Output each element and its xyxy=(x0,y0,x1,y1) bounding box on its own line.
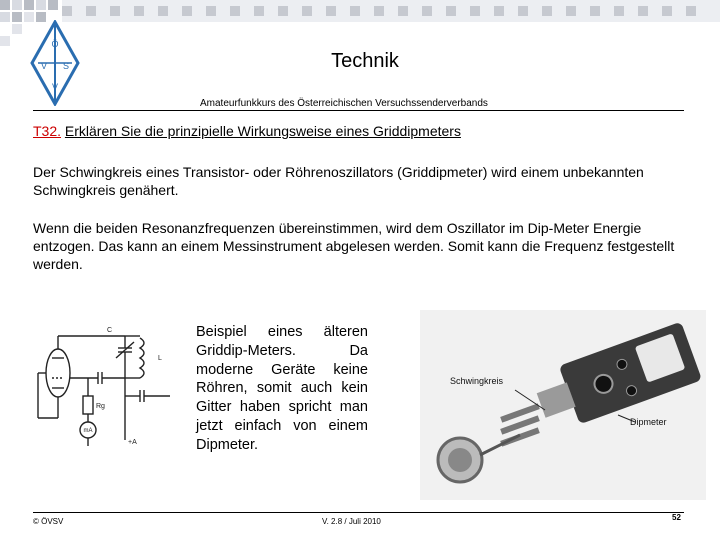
page-number: 52 xyxy=(672,513,681,522)
circuit-label-c: C xyxy=(107,327,113,334)
header-divider xyxy=(33,110,684,111)
footer-copyright: © ÖVSV xyxy=(33,517,64,526)
page-title: Technik xyxy=(331,50,399,72)
svg-text:V: V xyxy=(51,82,59,92)
svg-text:S: S xyxy=(62,61,70,71)
top-bar xyxy=(62,0,720,22)
circuit-label-l: L xyxy=(158,355,162,362)
footer-version: V. 2.8 / Juli 2010 xyxy=(322,517,381,526)
figure-caption: Beispiel eines älteren Griddip-Meters. Da moderne Geräte keine Röhren, somit auch kein Gitter haben spricht man jetzt einfach von einem Dipmeter. xyxy=(196,324,368,453)
page-subtitle: Amateurfunkkurs des Österreichischen Versuchssenderverbands xyxy=(200,98,488,109)
photo-label-dipmeter: Dipmeter xyxy=(630,417,667,427)
circuit-label-meter: mA xyxy=(83,428,93,434)
svg-text:V: V xyxy=(40,61,48,71)
paragraph-1: Der Schwingkreis eines Transistor- oder Röhrenoszillators (Griddipmeter) wird einem unbekannten Schwingkreis genähert. xyxy=(33,164,644,198)
question-text: Erklären Sie die prinzipielle Wirkungsweise eines Griddipmeters xyxy=(64,123,461,139)
dipmeter-photo xyxy=(420,310,706,500)
paragraph-2: Wenn die beiden Resonanzfrequenzen übereinstimmen, wird dem Oszillator im Dip-Meter Energie entzogen. Das kann an einem Messinstrument abgelesen werden. Somit kann die Frequenz festgestellt werden. xyxy=(33,220,675,272)
photo-label-schwingkreis: Schwingkreis xyxy=(450,376,504,386)
svg-text:Ö: Ö xyxy=(51,39,59,49)
question-number: T32. xyxy=(33,123,62,139)
question-heading xyxy=(33,123,461,139)
footer-divider xyxy=(33,512,684,513)
circuit-diagram xyxy=(30,318,190,468)
circuit-label-plus: +A xyxy=(128,439,137,446)
circuit-label-rg: Rg xyxy=(96,403,105,410)
